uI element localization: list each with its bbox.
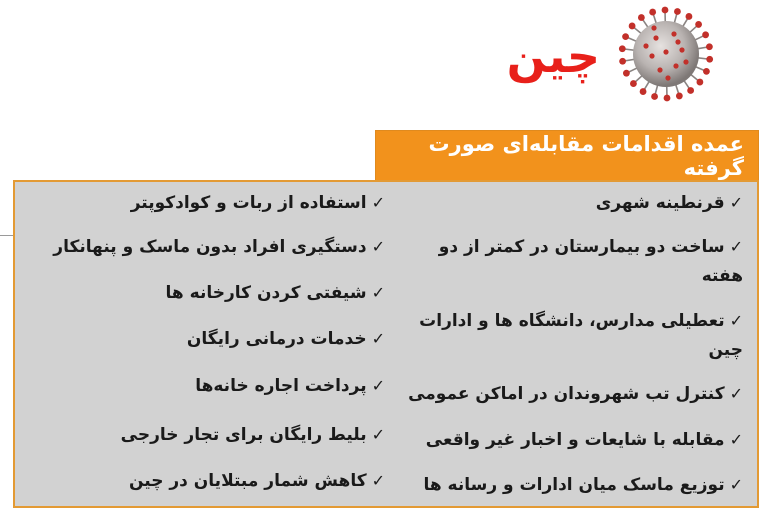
checkmark-icon: ✓	[729, 311, 743, 330]
checkmark-icon: ✓	[371, 425, 385, 444]
list-item: ✓قرنطینه شهری	[595, 193, 743, 213]
measures-box	[13, 180, 759, 508]
checkmark-icon: ✓	[729, 384, 743, 403]
page-title: چین	[506, 29, 600, 83]
checkmark-icon: ✓	[729, 430, 743, 449]
list-item: ✓ساخت دو بیمارستان در کمتر از دو هفته	[438, 237, 743, 286]
checkmark-icon: ✓	[371, 329, 385, 348]
list-item: ✓شیفتی کردن کارخانه ها	[165, 283, 385, 303]
list-item: ✓دستگیری افراد بدون ماسک و پنهانکار	[53, 237, 385, 257]
checkmark-icon: ✓	[371, 471, 385, 490]
list-item: ✓بلیط رایگان برای تجار خارجی	[120, 425, 385, 445]
coronavirus-icon	[616, 4, 716, 104]
list-item: ✓مقابله با شایعات و اخبار غیر واقعی	[425, 430, 743, 450]
banner-title: عمده اقدامات مقابله‌ای صورت گرفته	[428, 131, 744, 180]
checkmark-icon: ✓	[729, 193, 743, 212]
checkmark-icon: ✓	[371, 193, 385, 212]
list-item: ✓توزیع ماسک میان ادارات و رسانه ها	[423, 475, 743, 495]
list-item: ✓خدمات درمانی رایگان	[186, 329, 385, 349]
checkmark-icon: ✓	[729, 237, 743, 256]
measures-banner	[375, 130, 759, 181]
list-item: ✓تعطیلی مدارس، دانشگاه ها و ادارات چین	[419, 311, 743, 360]
checkmark-icon: ✓	[371, 237, 385, 256]
checkmark-icon: ✓	[371, 283, 385, 302]
list-item: ✓پرداخت اجاره خانه‌ها	[195, 376, 385, 396]
list-item: ✓کاهش شمار مبتلایان در چین	[128, 471, 385, 491]
list-item: ✓کنترل تب شهروندان در اماکن عمومی	[408, 384, 743, 404]
checkmark-icon: ✓	[371, 376, 385, 395]
list-item: ✓استفاده از ربات و کوادکوپتر	[130, 193, 385, 213]
checkmark-icon: ✓	[729, 475, 743, 494]
